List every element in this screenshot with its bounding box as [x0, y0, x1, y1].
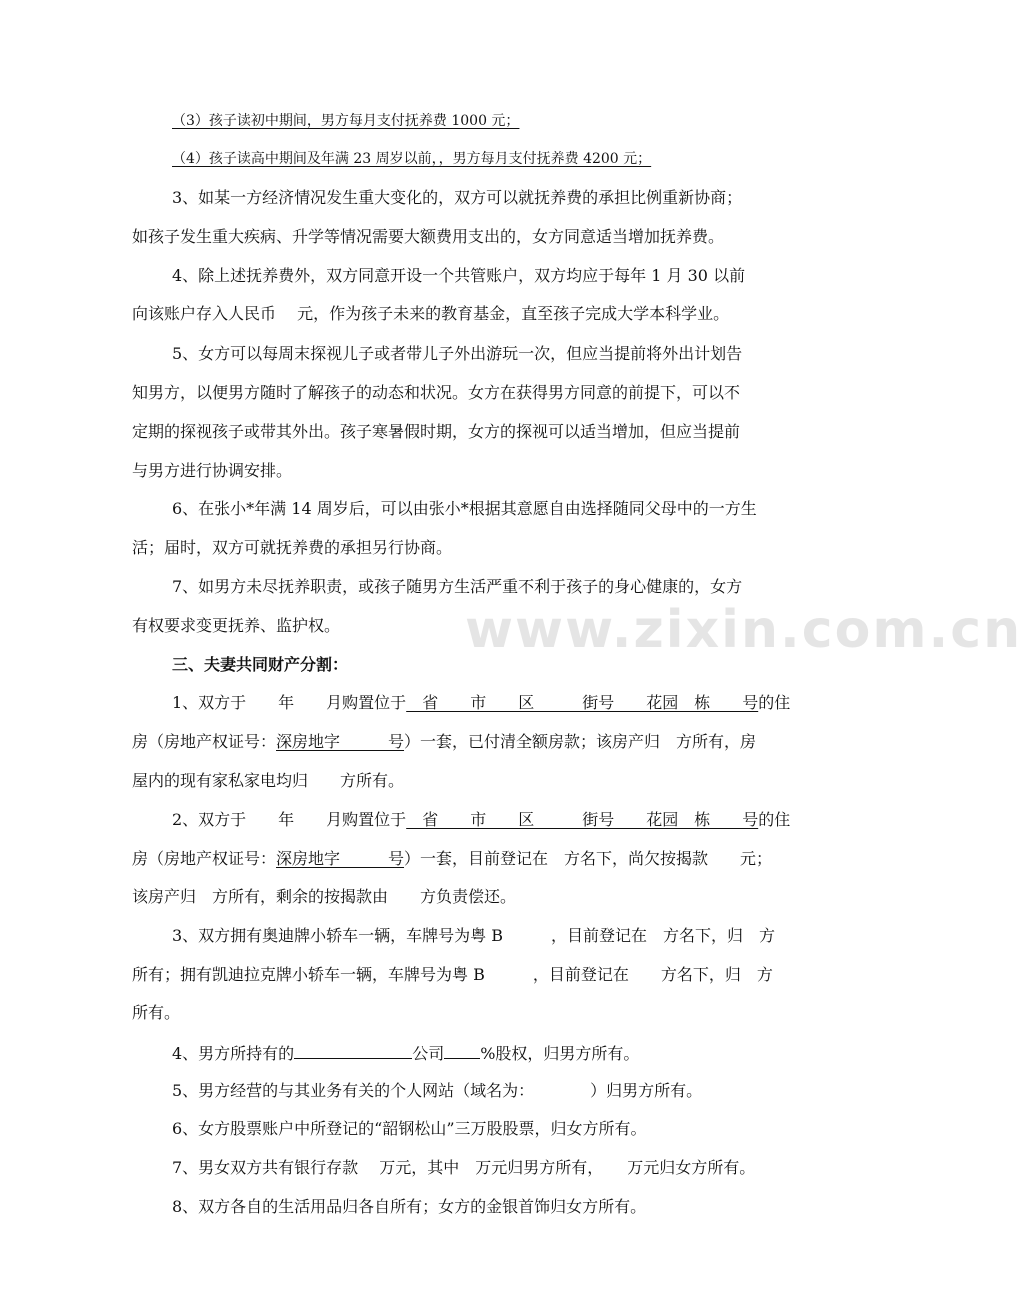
text-line-content: 2、双方于 年 月购置位于 [172, 810, 407, 829]
text-line-3 [172, 190, 742, 206]
address-tail-2: 的住 [758, 810, 791, 829]
text-line-2 [172, 152, 651, 166]
text-line-28 [172, 1160, 755, 1176]
text-line-content: 房（房地产权证号：深房地字 号）一套，已付清全额房款；该房产归 方所有，房 [132, 732, 757, 751]
text-line-content: 活；届时，双方可就抚养费的承担另行协商。 [132, 538, 453, 557]
text-line-content: 定期的探视孩子或带其外出。孩子寒暑假时期，女方的探视可以适当增加，但应当提前 [132, 422, 741, 441]
text-line-content: 该房产归 方所有，剩余的按揭款由 方负责偿还。 [132, 887, 517, 906]
text-line-content: 3、如某一方经济情况发生重大变化的，双方可以就抚养费的承担比例重新协商； [172, 188, 743, 207]
text-line-18 [132, 773, 404, 789]
text-line-5 [172, 268, 745, 284]
text-line-19 [172, 812, 790, 828]
text-line-13 [172, 579, 742, 595]
text-line-23 [132, 967, 773, 983]
text-line-7 [172, 346, 742, 362]
text-line-content: 5、女方可以每周末探视儿子或者带儿子外出游玩一次，但应当提前将外出计划告 [172, 344, 743, 363]
text-line-1 [172, 114, 519, 128]
text-line-21 [132, 889, 516, 905]
text-line-26 [172, 1083, 702, 1099]
text-line-content: 屋内的现有家私家电均归 方所有。 [132, 771, 405, 790]
text-line-6 [132, 306, 729, 322]
text-line-content: 5、男方经营的与其业务有关的个人网站（域名为： ）归男方所有。 [172, 1081, 703, 1100]
text-line-content: 6、在张小*年满 14 周岁后，可以由张小*根据其意愿自由选择随同父母中的一方生 [172, 499, 757, 518]
share-blank [444, 1044, 480, 1059]
text-line-15 [172, 657, 348, 673]
text-line-25 [172, 1044, 639, 1062]
text-line-4 [132, 229, 724, 245]
text-line-14 [132, 618, 340, 634]
text-line-content: 如孩子发生重大疾病、升学等情况需要大额费用支出的，女方同意适当增加抚养费。 [132, 227, 725, 246]
text-line-9 [132, 424, 740, 440]
company-blank [294, 1044, 412, 1059]
text-line-content: 8、双方各自的生活用品归各自所有；女方的金银首饰归女方所有。 [172, 1197, 647, 1216]
cert-number-1: 深房地字 号 [276, 732, 405, 751]
text-line-content: （3）孩子读初中期间，男方每月支付抚养费 1000 元； [172, 113, 520, 129]
share-label: %股权，归男方所有。 [480, 1044, 640, 1063]
text-line-content: 三、夫妻共同财产分割： [172, 655, 349, 674]
address-field-1: 省 市 区 街号 花园 栋 号 [406, 693, 759, 712]
text-line-content: 与男方进行协调安排。 [132, 461, 293, 480]
text-line-content: （4）孩子读高中期间及年满 23 周岁以前，，男方每月支付抚养费 4200 元； [172, 151, 652, 167]
text-line-27 [172, 1121, 647, 1137]
text-line-content: 7、男女双方共有银行存款 万元，其中 万元归男方所有， 万元归女方所有。 [172, 1158, 756, 1177]
text-line-22 [172, 928, 775, 944]
text-line-content: 向该账户存入人民币 元，作为孩子未来的教育基金，直至孩子完成大学本科学业。 [132, 304, 730, 323]
text-line-content: 4、男方所持有的 [172, 1044, 295, 1063]
company-label: 公司 [412, 1044, 445, 1063]
text-line-10 [132, 463, 292, 479]
text-line-content: 有权要求变更抚养、监护权。 [132, 616, 341, 635]
text-line-content: 6、女方股票账户中所登记的“韶钢松山”三万股股票，归女方所有。 [172, 1119, 647, 1138]
text-line-12 [132, 540, 452, 556]
text-line-24 [132, 1005, 180, 1021]
text-line-content: 房（房地产权证号：深房地字 号）一套，目前登记在 方名下，尚欠按揭款 元； [132, 849, 773, 868]
text-line-content: 4、除上述抚养费外，双方同意开设一个共管账户，双方均应于每年 1 月 30 以前 [172, 266, 746, 285]
text-line-content: 所有；拥有凯迪拉克牌小轿车一辆，车牌号为粤 B ，目前登记在 方名下，归 方 [132, 965, 773, 984]
text-line-16 [172, 695, 790, 711]
text-line-content: 3、双方拥有奥迪牌小轿车一辆，车牌号为粤 B ，目前登记在 方名下，归 方 [172, 926, 776, 945]
address-tail-1: 的住 [758, 693, 791, 712]
text-line-20 [132, 851, 772, 867]
address-field-2: 省 市 区 街号 花园 栋 号 [406, 810, 759, 829]
text-line-content: 所有。 [132, 1003, 181, 1022]
text-line-17 [132, 734, 756, 750]
text-line-content: 7、如男方未尽抚养职责，或孩子随男方生活严重不利于孩子的身心健康的，女方 [172, 577, 743, 596]
text-line-8 [132, 385, 740, 401]
text-line-content: 知男方，以便男方随时了解孩子的动态和状况。女方在获得男方同意的前提下，可以不 [132, 383, 741, 402]
cert-number-2: 深房地字 号 [276, 849, 405, 868]
text-line-11 [172, 501, 757, 517]
text-line-content: 1、双方于 年 月购置位于 [172, 693, 407, 712]
text-line-29 [172, 1199, 646, 1215]
watermark: www.zixin.com.cn [465, 600, 1022, 660]
